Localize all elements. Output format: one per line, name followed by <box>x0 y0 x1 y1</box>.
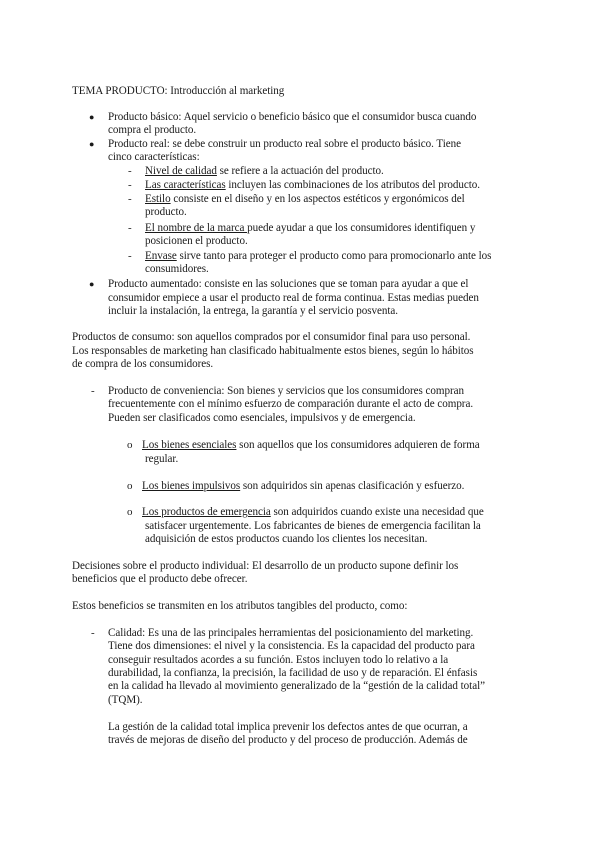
item-term: Los bienes impulsivos <box>142 480 241 492</box>
bullet-marker: ● <box>89 279 95 289</box>
item-term: Los productos de emergencia <box>142 506 271 518</box>
decisiones-paragraph-line: Decisiones sobre el producto individual: El desarrollo de un producto supone definir los <box>72 560 459 572</box>
beneficios-paragraph-line: Estos beneficios se transmiten en los atributos tangibles del producto, como: <box>72 600 408 612</box>
calidad-line: Tiene dos dimensiones: el nivel y la consistencia. Es la capacidad del producto para <box>108 640 475 652</box>
subitem-envase-cont: consumidores. <box>145 263 209 275</box>
dash-marker: - <box>91 385 95 397</box>
calidad-line: durabilidad, la confianza, la precisión, la facilidad de uso y de reparación. El énfasis <box>108 667 478 679</box>
dash-marker: - <box>128 250 132 262</box>
subitem-envase: Envase sirve tanto para proteger el producto como para promocionarlo ante los <box>145 250 492 262</box>
circle-marker: o <box>127 506 133 518</box>
bullet-producto-basico-line: compra el producto. <box>108 124 197 136</box>
bullet-producto-aumentado-line: incluir la instalación, la entrega, la garantía y el servicio posventa. <box>108 305 399 317</box>
circle-marker: o <box>127 480 133 492</box>
bullet-marker: ● <box>89 112 95 122</box>
subitem-nivel-calidad: Nivel de calidad se refiere a la actuación del producto. <box>145 165 384 177</box>
calidad-line: (TQM). <box>108 694 143 706</box>
subitem-term: Nivel de calidad <box>145 165 217 177</box>
subitem-term: Las características <box>145 179 226 191</box>
subitem-estilo-cont: producto. <box>145 206 187 218</box>
conveniencia-line: Producto de conveniencia: Son bienes y servicios que los consumidores compran <box>108 385 464 397</box>
subitem-estilo: Estilo consiste en el diseño y en los aspectos estéticos y ergonómicos del <box>145 193 465 205</box>
bullet-producto-aumentado-line: consumidor empiece a usar el producto real de forma continua. Estas medias pueden <box>108 292 479 304</box>
subitem-term: Estilo <box>145 193 171 205</box>
item-productos-emergencia-cont: adquisición de estos productos cuando los clientes los necesitan. <box>145 533 428 545</box>
subitem-term: El nombre de la marca <box>145 222 248 234</box>
item-productos-emergencia-cont: satisfacer urgentemente. Los fabricantes de bienes de emergencia facilitan la <box>145 520 481 532</box>
dash-marker: - <box>128 193 132 205</box>
bullet-producto-real-line: Producto real: se debe construir un producto real sobre el producto básico. Tiene <box>108 138 462 150</box>
decisiones-paragraph-line: beneficios que el producto debe ofrecer. <box>72 573 248 585</box>
consumo-paragraph-line: Productos de consumo: son aquellos comprados por el consumidor final para uso personal. <box>72 331 471 343</box>
dash-marker: - <box>128 179 132 191</box>
conveniencia-line: Pueden ser clasificados como esenciales, impulsivos y de emergencia. <box>108 412 416 424</box>
bullet-producto-basico-line: Producto básico: Aquel servicio o beneficio básico que el consumidor busca cuando <box>108 111 477 123</box>
dash-marker: - <box>91 627 95 639</box>
calidad-para2-line: través de mejoras de diseño del producto y del proceso de producción. Además de <box>108 734 468 746</box>
item-bienes-esenciales: Los bienes esenciales son aquellos que los consumidores adquieren de forma <box>142 439 480 451</box>
consumo-paragraph-line: Los responsables de marketing han clasificado habitualmente estos bienes, según lo hábitos <box>72 345 474 357</box>
calidad-line: conseguir resultados acordes a su función. Estos incluyen todo lo relativo a la <box>108 654 449 666</box>
subitem-caracteristicas: Las características incluyen las combinaciones de los atributos del producto. <box>145 179 481 191</box>
calidad-line: en la calidad ha llevado al movimiento generalizado de la “gestión de la calidad total” <box>108 680 485 692</box>
item-bienes-esenciales-cont: regular. <box>145 453 179 465</box>
dash-marker: - <box>128 222 132 234</box>
item-bienes-impulsivos: Los bienes impulsivos son adquiridos sin apenas clasificación y esfuerzo. <box>142 480 465 492</box>
calidad-para2-line: La gestión de la calidad total implica prevenir los defectos antes de que ocurran, a <box>108 721 468 733</box>
subitem-term: Envase <box>145 250 177 262</box>
consumo-paragraph-line: de compra de los consumidores. <box>72 358 214 370</box>
bullet-producto-real-line: cinco características: <box>108 151 200 163</box>
circle-marker: o <box>127 439 133 451</box>
conveniencia-line: frecuentemente con el mínimo esfuerzo de comparación durante el acto de compra. <box>108 398 474 410</box>
item-term: Los bienes esenciales <box>142 439 237 451</box>
subitem-nombre-marca-cont: posicionen el producto. <box>145 235 248 247</box>
item-productos-emergencia: Los productos de emergencia son adquiridos cuando existe una necesidad que <box>142 506 484 518</box>
bullet-marker: ● <box>89 139 95 149</box>
calidad-line: Calidad: Es una de las principales herramientas del posicionamiento del marketing. <box>108 627 474 639</box>
subitem-nombre-marca: El nombre de la marca puede ayudar a que los consumidores identifiquen y <box>145 222 476 234</box>
dash-marker: - <box>128 165 132 177</box>
bullet-producto-aumentado-line: Producto aumentado: consiste en las soluciones que se toman para ayudar a que el <box>108 278 469 290</box>
page-title: TEMA PRODUCTO: Introducción al marketing <box>72 85 285 97</box>
